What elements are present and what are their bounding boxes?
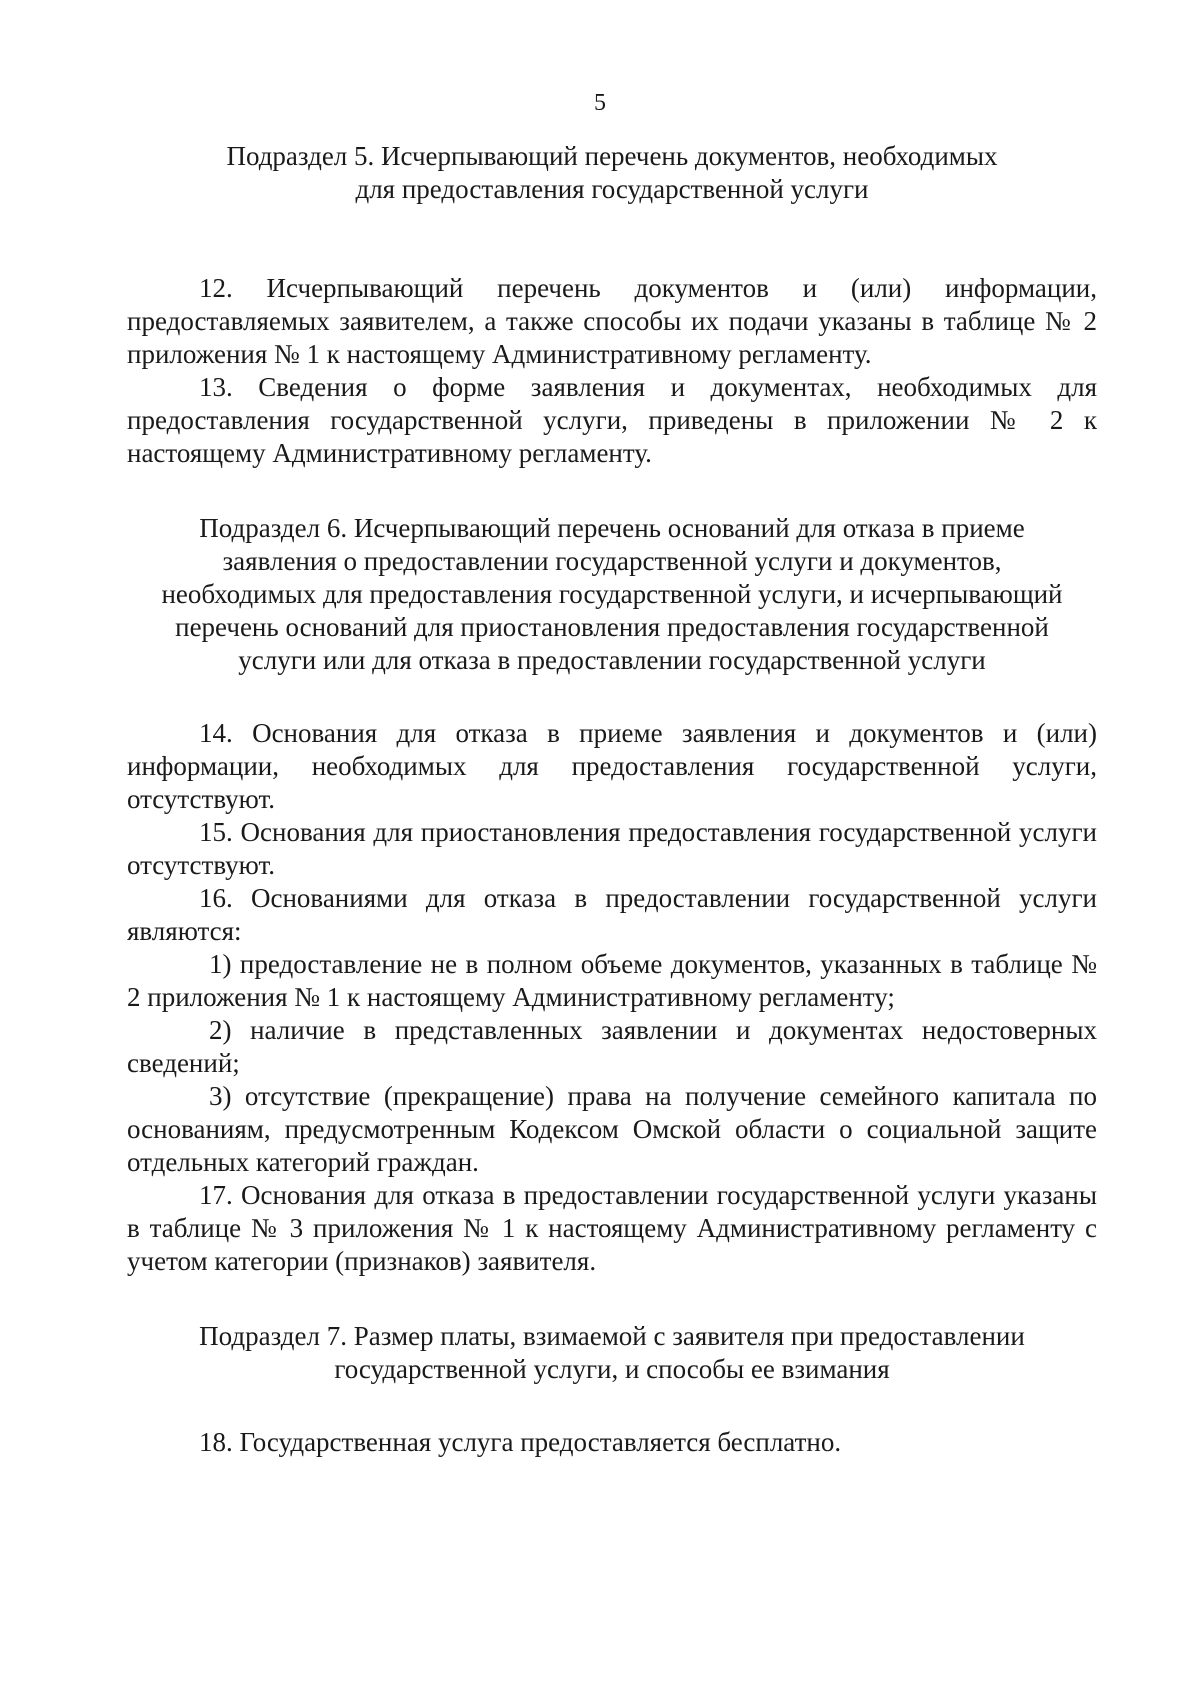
paragraph-18: 18. Государственная услуга предоставляется бесплатно. — [199, 1427, 842, 1457]
heading-line: Подраздел 6. Исчерпывающий перечень оснований для отказа в приеме — [199, 513, 1025, 543]
heading-line: для предоставления государственной услуги — [355, 174, 869, 204]
subsection-6-heading — [127, 512, 1097, 677]
heading-line: государственной услуги, и способы ее взимания — [334, 1354, 890, 1384]
paragraph-17: 17. Основания для отказа в предоставлении государственной услуги указаны в таблице № 3 приложения № 1 к настоящему Административному регламенту с учетом категории (признаков) заявителя. — [127, 1180, 1097, 1276]
paragraph-16: 16. Основаниями для отказа в предоставлении государственной услуги являются: — [127, 883, 1097, 946]
list-item-3: 3) отсутствие (прекращение) права на получение семейного капитала по основаниям, предусмотренным Кодексом Омской области о социальной защите отдельных категорий граждан. — [127, 1081, 1097, 1177]
subsection-5-heading — [127, 140, 1097, 206]
heading-line: перечень оснований для приостановления предоставления государственной — [175, 612, 1049, 642]
paragraph-12: 12. Исчерпывающий перечень документов и (или) информации, предоставляемых заявителем, а также способы их подачи указаны в таблице № 2 приложения № 1 к настоящему Административному регламенту. — [127, 273, 1097, 369]
heading-line: Подраздел 5. Исчерпывающий перечень документов, необходимых — [226, 141, 998, 171]
list-item-2: 2) наличие в представленных заявлении и документах недостоверных сведений; — [127, 1015, 1097, 1078]
heading-line: заявления о предоставлении государственной услуги и документов, — [222, 546, 1002, 576]
heading-line: услуги или для отказа в предоставлении государственной услуги — [238, 645, 986, 675]
paragraph-14: 14. Основания для отказа в приеме заявления и документов и (или) информации, необходимых для предоставления государственной услуги, отсутствуют. — [127, 718, 1097, 814]
subsection-7-heading — [127, 1320, 1097, 1386]
document-body — [127, 140, 1097, 1459]
paragraph-13: 13. Сведения о форме заявления и документах, необходимых для предоставления государственной услуги, приведены в приложении № 2 к настоящему Административному регламенту. — [127, 372, 1097, 468]
heading-line: Подраздел 7. Размер платы, взимаемой с заявителя при предоставлении — [199, 1321, 1025, 1351]
list-item-1: 1) предоставление не в полном объеме документов, указанных в таблице № 2 приложения № 1 к настоящему Административному регламенту; — [127, 949, 1097, 1012]
paragraph-15: 15. Основания для приостановления предоставления государственной услуги отсутствуют. — [127, 817, 1097, 880]
heading-line: необходимых для предоставления государственной услуги, и исчерпывающий — [161, 579, 1063, 609]
page-number: 5 — [594, 90, 606, 116]
